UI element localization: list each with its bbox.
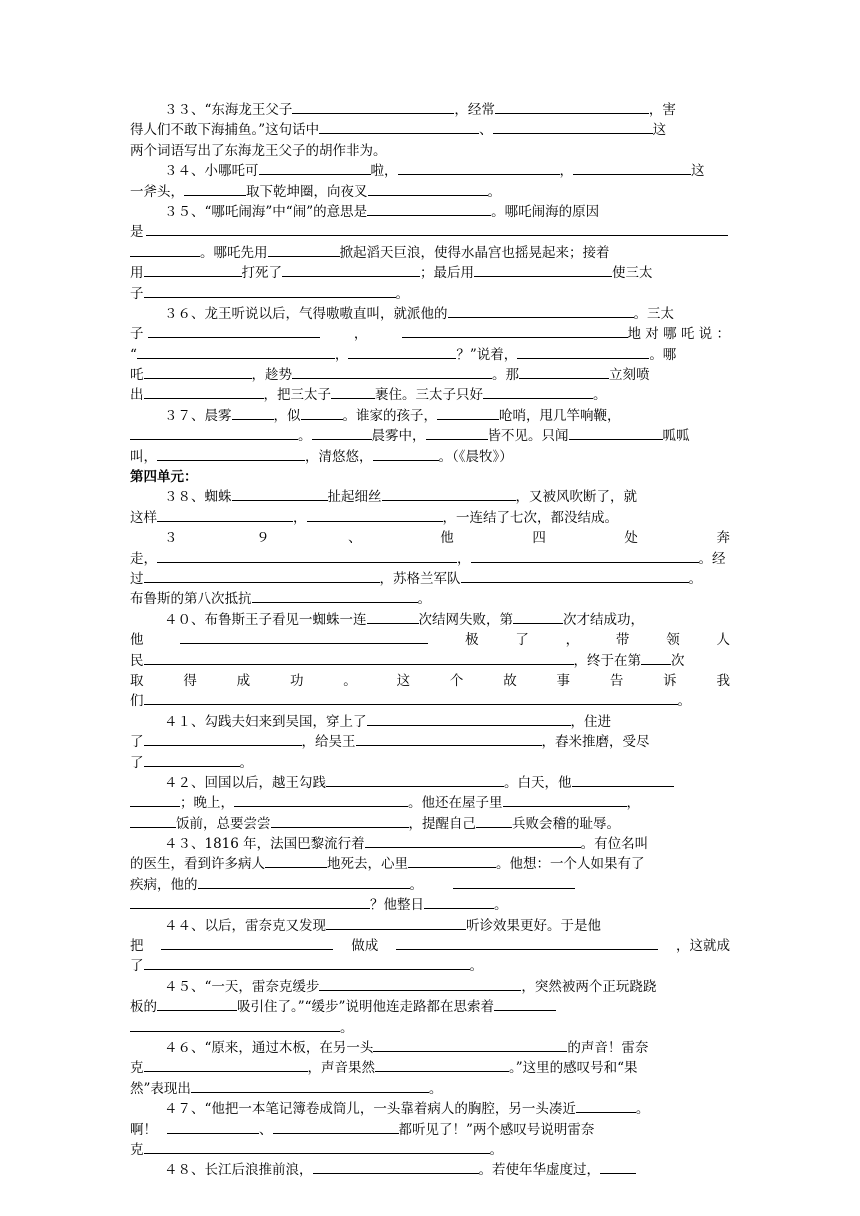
blank[interactable]	[367, 712, 571, 726]
worksheet-page	[130, 100, 730, 1181]
blank[interactable]	[292, 365, 492, 379]
q44-line2: 把 做成 ，这就成	[130, 938, 730, 955]
blank[interactable]	[356, 732, 542, 746]
blank[interactable]	[144, 1058, 308, 1072]
blank[interactable]	[483, 385, 593, 399]
q43-line2: 的医生，看到许多病人 地死去，心里 。他想：一个人如果有了	[130, 856, 645, 873]
blank[interactable]	[268, 243, 340, 257]
q45-line2: 板的 吸引住了。”“缓步”说明他连走路都在思索着	[130, 997, 730, 1017]
q36-line5: 出 ，把三太子 裹住。三太子只好 。	[130, 387, 607, 404]
blank[interactable]	[396, 936, 658, 950]
q36-line3: “ ， ？”说着， 。哪	[130, 346, 677, 363]
blank[interactable]	[232, 406, 274, 420]
q39-line1: ３ ９ 、 他 四 处 奔	[164, 530, 730, 547]
q46-line3: 然”表现出 。	[130, 1080, 443, 1097]
blank[interactable]	[402, 324, 628, 338]
blank[interactable]	[448, 304, 634, 318]
q42-line3: 饭前，总要尝尝 ，提醒自己 兵败会稽的耻辱。	[130, 814, 730, 834]
blank[interactable]	[232, 487, 328, 501]
blank[interactable]	[144, 1140, 490, 1154]
blank[interactable]	[494, 997, 556, 1011]
q35-line4: 用 打死了 ；最后用 使三太	[130, 265, 653, 282]
blank[interactable]	[493, 120, 653, 134]
q43-line3: 疾病，他的 。	[130, 875, 730, 895]
blank[interactable]	[144, 753, 240, 767]
q43-line4: ？他整日 。	[130, 895, 730, 915]
blank[interactable]	[273, 1120, 399, 1134]
blank[interactable]	[167, 1120, 259, 1134]
blank[interactable]	[144, 365, 252, 379]
blank[interactable]	[144, 385, 264, 399]
blank[interactable]	[130, 426, 298, 440]
blank[interactable]	[326, 773, 504, 787]
q42-line1: ４２、回国以后，越王勾践 。白天，他	[130, 773, 730, 793]
blank[interactable]	[424, 895, 494, 909]
blank[interactable]	[144, 732, 302, 746]
q35-line1: ３５、“哪吒闹海”中“闹”的意思是 。哪吒闹海的原因	[164, 203, 600, 220]
blank[interactable]	[144, 263, 242, 277]
blank[interactable]	[641, 651, 671, 665]
q39-line2: 走， ， 。经	[130, 550, 726, 567]
q35-line2: 是	[130, 222, 730, 242]
blank[interactable]	[600, 1160, 636, 1174]
q38-line2: 这样 ， ，一连结了七次，都没结成。	[130, 509, 618, 526]
q33-text: ３３、“东海龙王父子	[164, 102, 293, 118]
blank[interactable]	[161, 936, 333, 950]
blank[interactable]	[517, 345, 649, 359]
blank[interactable]	[313, 1160, 479, 1174]
blank[interactable]	[180, 630, 428, 644]
blank[interactable]	[572, 773, 674, 787]
blank[interactable]	[312, 426, 372, 440]
q36-line2: 子 ， 地 对 哪 吒 说 ：	[130, 326, 730, 343]
blank[interactable]	[146, 222, 729, 236]
q35-line3: 。哪吒先用 掀起滔天巨浪，使得水晶宫也摇晃起来；接着	[130, 243, 730, 263]
blank[interactable]	[375, 1058, 509, 1072]
q41-line3: 了 。	[130, 754, 253, 771]
blank[interactable]	[198, 875, 410, 889]
blank[interactable]	[453, 875, 575, 889]
q44-line3: 了 。	[130, 958, 483, 975]
q46-line1: ４６、“原来，通过木板，在另一头 的声音！雷奈	[164, 1039, 649, 1056]
blank[interactable]	[461, 569, 689, 583]
q33-line1: ３３、“东海龙王父子 ，经常 ，害	[164, 102, 676, 118]
q34-line1: ３４、小哪吒可 啦， ， 这	[164, 163, 705, 180]
blank[interactable]	[382, 487, 516, 501]
q47-line1: ４７、“他把一本笔记簿卷成筒儿，一头靠着病人的胸腔，另一头凑近 。	[164, 1101, 650, 1118]
q47-line3: 克 。	[130, 1141, 503, 1158]
blank[interactable]	[144, 284, 396, 298]
blank[interactable]	[130, 895, 370, 909]
blank[interactable]	[130, 243, 200, 257]
q41-line1: ４１、勾践夫妇来到吴国，穿上了 ，住进	[164, 713, 611, 730]
q40-line4: 取 得 成 功 。 这 个 故 事 告 诉 我	[130, 672, 730, 689]
blank[interactable]	[426, 426, 488, 440]
blank[interactable]	[184, 182, 246, 196]
q35-line5: 子 。	[130, 285, 409, 302]
blank[interactable]	[157, 508, 293, 522]
q33-line3: 两个词语写出了东海龙王父子的胡作非为。	[130, 142, 387, 159]
unit-heading: 第四单元：	[130, 469, 198, 486]
blank[interactable]	[144, 691, 678, 705]
blank[interactable]	[144, 569, 380, 583]
blank[interactable]	[471, 549, 699, 563]
blank[interactable]	[373, 1038, 567, 1052]
blank[interactable]	[301, 406, 343, 420]
blank[interactable]	[148, 324, 320, 338]
q41-line2: 了 ，给吴王 ，舂米推磨，受尽	[130, 734, 650, 751]
q40-line3: 民 ，终于在第 次	[130, 652, 685, 669]
blank[interactable]	[474, 263, 612, 277]
q45-line1: ４５、“一天，雷奈克缓步 ，突然被两个正玩跷跷	[164, 978, 657, 995]
blank[interactable]	[476, 814, 512, 828]
q40-line1: ４０、布鲁斯王子看见一蜘蛛一连 次结网失败，第 次才结成功，	[164, 611, 644, 628]
blank[interactable]	[513, 610, 563, 624]
blank[interactable]	[144, 651, 574, 665]
blank[interactable]	[271, 814, 409, 828]
blank[interactable]	[576, 1099, 636, 1113]
q46-line2: 克 ，声音果然 。”这里的感叹号和“果	[130, 1060, 638, 1077]
blank[interactable]	[408, 854, 496, 868]
blank[interactable]	[503, 793, 627, 807]
q40-line2: 他 极 了 ， 带 领 人	[130, 632, 730, 649]
q42-line2: ；晚上， 。他还在屋子里 ，	[130, 793, 730, 813]
blank[interactable]	[157, 549, 457, 563]
q48-line1: ４８、长江后浪推前浪， 。若使年华虚度过，	[130, 1160, 730, 1180]
blank[interactable]	[259, 161, 371, 175]
q38-line1: ３８、蜘蛛 扯起细丝 ，又被风吹断了，就	[164, 489, 637, 506]
blank[interactable]	[252, 589, 418, 603]
blank[interactable]	[130, 814, 176, 828]
q45-line3: 。	[130, 1018, 730, 1038]
blank[interactable]	[137, 345, 335, 359]
blank[interactable]	[307, 508, 443, 522]
blank[interactable]	[191, 1079, 429, 1093]
blank[interactable]	[157, 997, 237, 1011]
blank[interactable]	[319, 977, 521, 991]
blank[interactable]	[373, 447, 439, 461]
blank[interactable]	[157, 447, 305, 461]
blank[interactable]	[234, 793, 408, 807]
q33-line2: 得人们不敢下海捕鱼。”这句话中 、 这	[130, 122, 667, 139]
q36-line4: 吒 ，趁势 。那 立刻喷	[130, 367, 650, 384]
q37-line1: ３７、晨雾 ，似 。谁家的孩子， 呛哨，甩几竿响鞭，	[164, 407, 621, 424]
blank[interactable]	[348, 345, 456, 359]
blank[interactable]	[130, 1018, 340, 1032]
blank[interactable]	[573, 161, 691, 175]
q43-line1: ４３、1816 年，法国巴黎流行着 。有位名叫	[164, 836, 649, 853]
q39-line4: 布鲁斯的第八次抵抗 。	[130, 591, 431, 608]
blank[interactable]	[398, 161, 560, 175]
blank[interactable]	[265, 854, 327, 868]
q36-line1: ３６、龙王听说以后，气得嗷嗷直叫，就派他的 。三太	[164, 305, 674, 322]
blank[interactable]	[437, 406, 499, 420]
blank[interactable]	[519, 365, 609, 379]
blank[interactable]	[365, 834, 581, 848]
blank[interactable]	[367, 202, 491, 216]
q47-line2: 啊！ 、 都听见了！”两个感叹号说明雷奈	[130, 1121, 595, 1138]
q37-line3: 叫， ，清悠悠， 。（《晨牧》）	[130, 448, 513, 465]
blank[interactable]	[130, 793, 180, 807]
blank[interactable]	[319, 120, 479, 134]
q34-line2: 一斧头， 取下乾坤圈，向夜叉 。	[130, 183, 501, 200]
q37-line2: 。 晨雾中， 皆不见。只闻 呱呱	[130, 426, 730, 446]
blank[interactable]	[326, 916, 466, 930]
blank[interactable]	[144, 956, 470, 970]
blank[interactable]	[331, 385, 375, 399]
q40-line5: 们 。	[130, 693, 691, 710]
blank[interactable]	[282, 263, 420, 277]
blank[interactable]	[569, 426, 663, 440]
blank[interactable]	[495, 100, 649, 114]
blank[interactable]	[368, 182, 488, 196]
q39-line3: 过 ，苏格兰军队 。	[130, 570, 702, 587]
blank[interactable]	[367, 610, 419, 624]
blank[interactable]	[292, 100, 454, 114]
q44-line1: ４４、以后，雷奈克又发现 听诊效果更好。于是他	[164, 917, 601, 934]
